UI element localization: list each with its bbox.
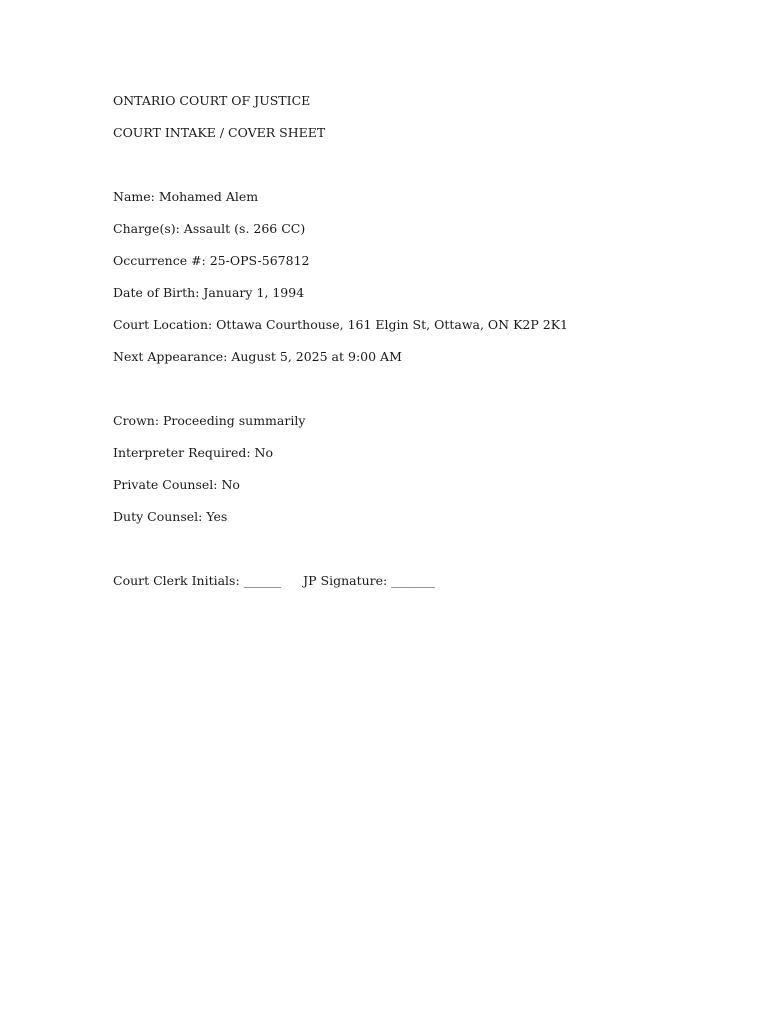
section-spacer — [113, 157, 713, 189]
crown-election: Crown: Proceeding summarily — [113, 413, 306, 428]
private-counsel: Private Counsel: No — [113, 477, 240, 492]
next-appearance: Next Appearance: August 5, 2025 at 9:00 AM — [113, 349, 402, 364]
clerk-initials: Court Clerk Initials: ______ — [113, 573, 282, 588]
court-name: ONTARIO COURT OF JUSTICE — [113, 93, 311, 108]
signature-row — [113, 573, 713, 589]
defendant-name: Name: Mohamed Alem — [113, 189, 259, 204]
sheet-title: COURT INTAKE / COVER SHEET — [113, 125, 326, 140]
date-of-birth: Date of Birth: January 1, 1994 — [113, 285, 305, 300]
section-spacer — [113, 541, 713, 573]
section-spacer — [113, 381, 713, 413]
document-page — [113, 93, 713, 589]
duty-counsel: Duty Counsel: Yes — [113, 509, 228, 524]
occurrence-number: Occurrence #: 25-OPS-567812 — [113, 253, 310, 268]
court-location: Court Location: Ottawa Courthouse, 161 Elgin St, Ottawa, ON K2P 2K1 — [113, 317, 569, 332]
charges: Charge(s): Assault (s. 266 CC) — [113, 221, 306, 236]
jp-signature: JP Signature: _______ — [303, 573, 435, 588]
interpreter-required: Interpreter Required: No — [113, 445, 274, 460]
